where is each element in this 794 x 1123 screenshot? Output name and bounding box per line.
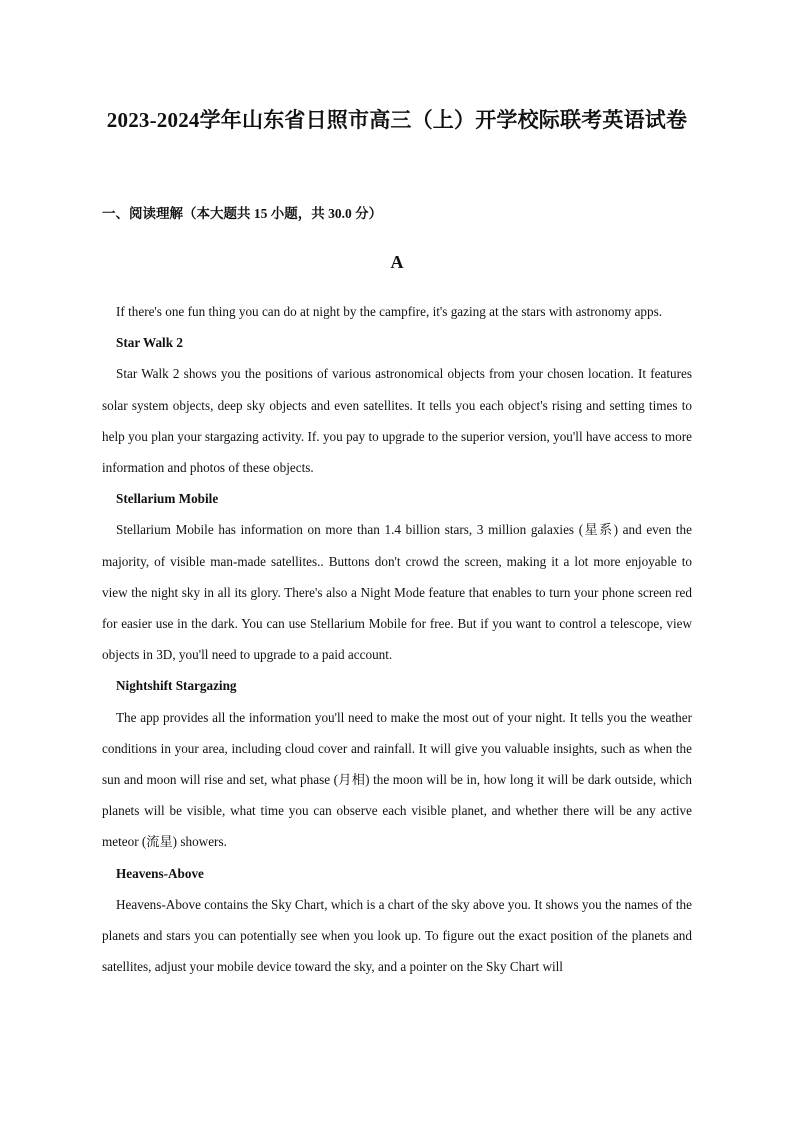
app-heading-nightshift: Nightshift Stargazing [116,678,237,694]
passage-label: A [390,252,404,272]
app-paragraph-stellarium: Stellarium Mobile has information on more than 1.4 billion stars, 3 million galaxies (星系) and even the majority, of visible man-made satellites.. Buttons don't crowd the screen, making it a lot more enjoyable to view the night sky in all its glory. There's also a Night Mode feature that enables to turn your phone screen red for easier use in the dark. You can use Stellarium Mobile for free. But if you want to control a telescope, view objects in 3D, you'll need to upgrade to a paid account. [102,522,692,663]
section-heading: 一、阅读理解（本大题共 15 小题，共 30.0 分） [102,206,383,221]
app-heading-stellarium: Stellarium Mobile [116,491,219,507]
intro-paragraph: If there's one fun thing you can do at night by the campfire, it's gazing at the stars with astronomy apps. [116,304,663,319]
app-heading-heavens-above: Heavens-Above [116,865,204,881]
exam-title: 2023-2024学年山东省日照市高三（上）开学校际联考英语试卷 [106,108,688,132]
app-paragraph-heavens-above: Heavens-Above contains the Sky Chart, which is a chart of the sky above you. It shows you the names of the planets and stars you can potentially see when you look up. To figure out the exact position of the planets and satellites, adjust your mobile device toward the sky, and a pointer on the Sky Chart will [102,896,692,975]
app-paragraph-star-walk: Star Walk 2 shows you the positions of various astronomical objects from your chosen location. It features solar system objects, deep sky objects and even satellites. It tells you each object's rising and setting times to help you plan your stargazing activity. If. you pay to upgrade to the superior version, you'll have access to more information and photos of these objects. [102,366,692,476]
passage-body [102,296,692,982]
app-paragraph-nightshift: The app provides all the information you'll need to make the most out of your night. It tells you the weather conditions in your area, including cloud cover and rainfall. It will give you valuable insights, such as when the sun and moon will rise and set, what phase (月相) the moon will be in, how long it will be dark outside, which planets will be visible, what time you can observe each visible planet, and whether there will be any active meteor (流星) showers. [102,709,692,850]
app-heading-star-walk: Star Walk 2 [116,335,183,351]
